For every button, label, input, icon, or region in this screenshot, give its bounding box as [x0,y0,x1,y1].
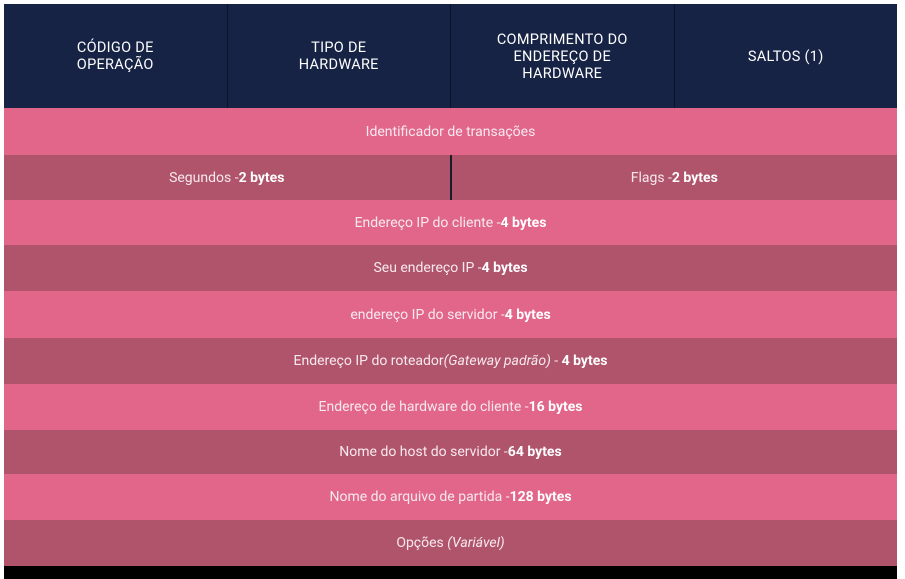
field-size: 2 bytes [238,169,285,186]
field-label: Seu endereço IP - [373,260,482,276]
field-label: Nome do arquivo de partida - [329,489,510,505]
field-note: (Gateway padrão) [443,353,551,369]
field-boot-file-name [4,474,897,520]
header-cell-opcode: CÓDIGO DE OPERAÇÃO [4,4,228,108]
header-cell-hardware-address-length: COMPRIMENTO DO ENDEREÇO DE HARDWARE [451,4,675,108]
header-row [4,4,897,108]
field-seconds [4,155,452,200]
field-server-hostname [4,430,897,474]
field-size: 4 bytes [500,214,547,231]
field-label: Endereço de hardware do cliente - [318,399,529,415]
field-row-seconds-flags [4,155,897,200]
header-cell-hops: SALTOS (1) [747,47,824,65]
field-label: Endereço IP do cliente - [354,214,501,231]
field-label: endereço IP do servidor - [350,306,505,323]
field-size: 16 bytes [528,399,583,415]
dhcp-packet-diagram [4,4,897,579]
field-size: 2 bytes [671,169,718,186]
field-client-ip [4,200,897,245]
field-size: 4 bytes [561,353,608,369]
field-size: 4 bytes [481,260,528,276]
field-note: (Variável) [447,535,505,551]
field-size: 4 bytes [504,306,551,323]
field-size: 128 bytes [509,489,572,505]
field-options [4,520,897,566]
field-label: Endereço IP do roteador [293,353,444,369]
field-client-hardware-address [4,384,897,430]
field-size: 64 bytes [507,444,562,460]
field-label: Identificador de transações [365,123,536,140]
field-label: Nome do host do servidor - [339,444,508,460]
field-transaction-id [4,108,897,155]
field-server-ip [4,291,897,338]
field-label: Segundos - [169,169,239,186]
field-label: Opções [396,535,448,551]
header-cell-hardware-type: TIPO DE HARDWARE [228,4,452,108]
field-router-ip [4,338,897,384]
field-label: Flags - [630,169,672,186]
field-your-ip [4,245,897,291]
field-separator: - [550,353,562,369]
field-flags [452,155,898,200]
